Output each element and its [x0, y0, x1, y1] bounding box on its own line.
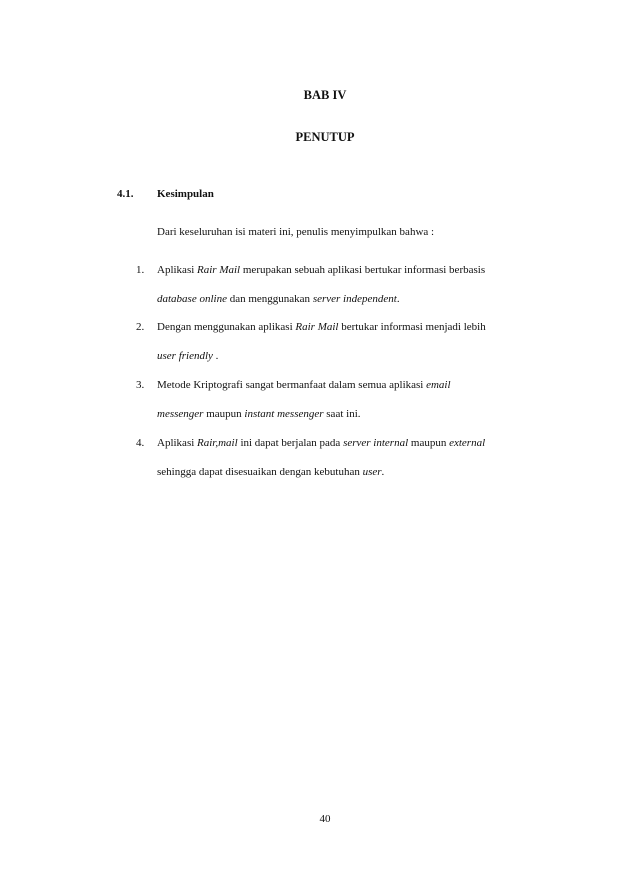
list-item-line	[157, 379, 451, 391]
text-run-italic: Rair Mail	[197, 264, 241, 276]
list-item-line	[157, 437, 485, 449]
text-run: Metode Kriptografi sangat bermanfaat dalam semua aplikasi	[157, 379, 427, 391]
section-title: Kesimpulan	[157, 188, 214, 200]
text-run: maupun	[408, 437, 450, 449]
text-run-italic: instant messenger	[244, 408, 324, 420]
list-item-line	[157, 466, 384, 478]
text-run: ini dapat berjalan pada	[237, 437, 344, 449]
list-item-number: 3.	[136, 379, 145, 391]
text-run: .	[212, 350, 219, 362]
section-intro: Dari keseluruhan isi materi ini, penulis menyimpulkan bahwa :	[157, 226, 435, 238]
list-item-line	[157, 350, 218, 362]
chapter-title: PENUTUP	[295, 130, 355, 144]
list-item-line	[157, 293, 400, 305]
text-run: .	[396, 293, 400, 305]
text-run-italic: server internal	[343, 437, 409, 449]
text-run: dan menggunakan	[226, 293, 313, 305]
text-run-italic: external	[449, 437, 486, 449]
list-item-line	[157, 321, 486, 333]
text-run-italic: database online	[157, 293, 227, 305]
chapter-number: BAB IV	[303, 88, 347, 102]
text-run: .	[381, 466, 385, 478]
text-run-italic: user friendly	[157, 350, 213, 362]
text-run: bertukar informasi menjadi lebih	[338, 321, 486, 333]
text-run: maupun	[203, 408, 245, 420]
text-run: Aplikasi	[157, 437, 198, 449]
section-number: 4.1.	[117, 188, 134, 200]
text-run-italic: Rair,mail	[197, 437, 238, 449]
text-run-italic: messenger	[157, 408, 204, 420]
page-number: 40	[319, 813, 331, 825]
list-item-number: 2.	[136, 321, 145, 333]
list-item-line	[157, 408, 361, 420]
text-run-italic: Rair Mail	[295, 321, 339, 333]
text-run: saat ini.	[323, 408, 361, 420]
list-item-number: 1.	[136, 264, 145, 276]
text-run-italic: email	[426, 379, 451, 391]
text-run: sehingga dapat disesuaikan dengan kebutuhan	[157, 466, 363, 478]
text-run-italic: user	[362, 466, 382, 478]
text-run: Dengan menggunakan aplikasi	[157, 321, 296, 333]
list-item-line	[157, 264, 485, 276]
list-item-number: 4.	[136, 437, 145, 449]
text-run: merupakan sebuah aplikasi bertukar informasi berbasis	[240, 264, 486, 276]
text-run-italic: server independent	[312, 293, 397, 305]
text-run: Aplikasi	[157, 264, 198, 276]
